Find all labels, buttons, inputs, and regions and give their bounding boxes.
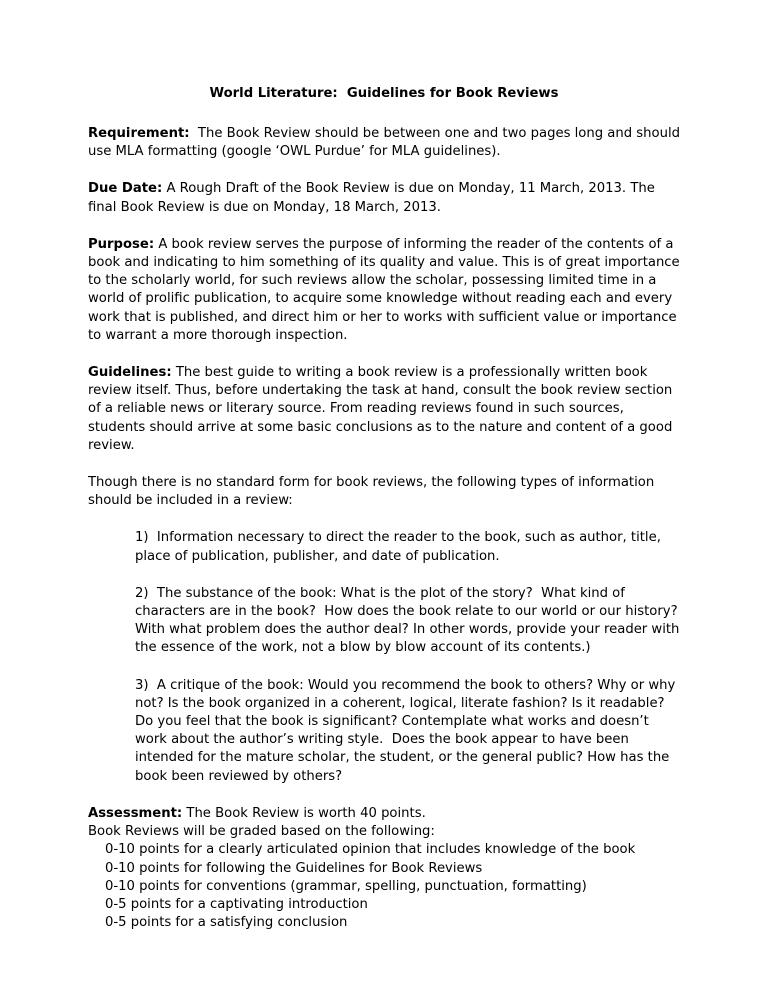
list-item: 1) Information necessary to direct the reader to the book, such as author, title, place of publication, publisher, and date of publication. bbox=[135, 530, 666, 564]
list-intro-paragraph: Though there is no standard form for book reviews, the following types of information should be included in a review: bbox=[88, 475, 659, 509]
page-title: World Literature: Guidelines for Book Reviews bbox=[209, 86, 559, 101]
guidelines-paragraph bbox=[88, 364, 680, 455]
due-date-label: Due Date: bbox=[88, 181, 163, 197]
requirement-label: Requirement: bbox=[88, 126, 190, 141]
purpose-text: A book review serves the purpose of informing the reader of the contents of a book and indicating to him something of its quality and value. This is of great importance to the scholarly world, for such reviews allow the scholar, possessing limited time in a world of prolific publication, to acquire some knowledge without reading each and every work that is published, and direct him or her to works with sufficient value or importance to warrant a more thorough inspection. bbox=[88, 236, 684, 343]
assessment-section bbox=[88, 805, 680, 932]
requirement-paragraph bbox=[88, 125, 685, 161]
list-item: 3) A critique of the book: Would you recommend the book to others? Why or why not? Is the book organized in a coherent, logical, literate fashion? Is it readable? Do you feel that the book is significant? Contemplate what works and doesn’t work about the author’s writing style. Does the book appear to have been intended for the mature scholar, the student, or the general public? How has the book been reviewed by others? bbox=[135, 677, 680, 784]
grading-criterion: 0-10 points for a clearly articulated opinion that includes knowledge of the book bbox=[105, 842, 636, 858]
requirement-text: The Book Review should be between one and two pages long and should use MLA formatting (google ‘OWL Purdue’ for MLA guidelines). bbox=[88, 126, 685, 160]
grading-intro: Book Reviews will be graded based on the following: bbox=[88, 824, 435, 840]
guidelines-label: Guidelines: bbox=[88, 365, 172, 381]
information-types-list bbox=[88, 529, 686, 785]
assessment-paragraph bbox=[88, 805, 680, 823]
grading-criterion: 0-10 points for conventions (grammar, spelling, punctuation, formatting) bbox=[105, 878, 587, 894]
grading-criterion: 0-5 points for a satisfying conclusion bbox=[105, 915, 348, 931]
assessment-text: The Book Review is worth 40 points. bbox=[182, 805, 426, 821]
grading-criterion: 0-5 points for a captivating introduction bbox=[105, 896, 368, 912]
purpose-paragraph bbox=[88, 236, 684, 345]
guidelines-text: The best guide to writing a book review is a professionally written book review itself. Thus, before undertaking the task at hand, consult the book review section of a reliable news or literary source. From reading reviews found in such sources, students should arrive at some basic conclusions as to the nature and content of a good review. bbox=[88, 365, 677, 453]
grading-criterion: 0-10 points for following the Guidelines for Book Reviews bbox=[105, 860, 483, 876]
list-item: 2) The substance of the book: What is the plot of the story? What kind of characters are in the book? How does the book relate to our world or our history? With what problem does the author deal? In other words, provide your reader with the essence of the work, not a blow by blow account of its contents.) bbox=[135, 585, 686, 656]
due-date-text: A Rough Draft of the Book Review is due on Monday, 11 March, 2013. The final Book Review is due on Monday, 18 March, 2013. bbox=[88, 181, 660, 215]
assessment-label: Assessment: bbox=[88, 805, 183, 821]
purpose-label: Purpose: bbox=[88, 236, 155, 252]
due-date-paragraph bbox=[88, 180, 680, 216]
